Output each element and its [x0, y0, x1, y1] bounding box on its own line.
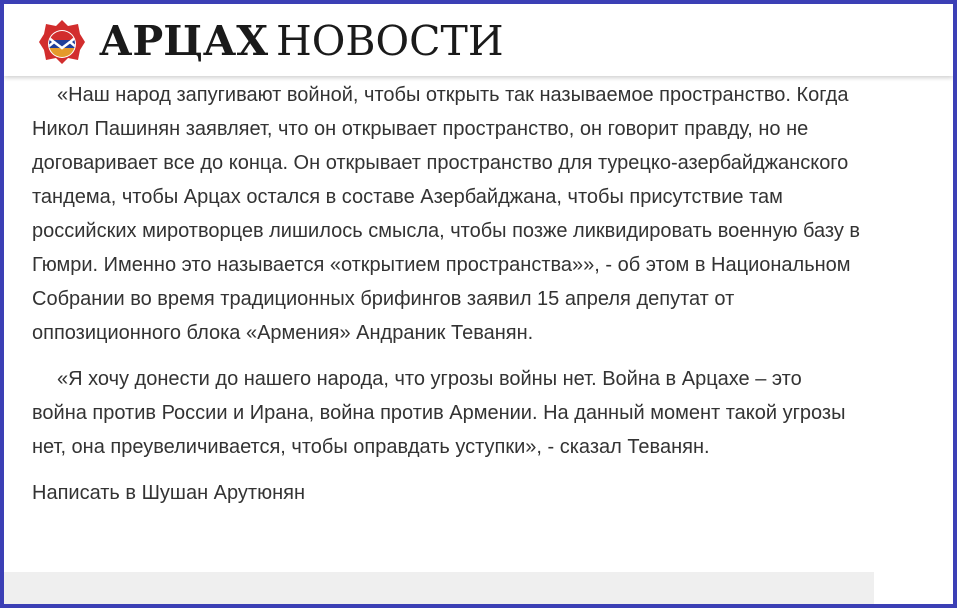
article-paragraph-2: «Я хочу донести до нашего народа, что угрозы войны нет. Война в Арцахе – это война против России и Ирана, война против Армении. На данный момент такой угрозы нет, она преувеличивается, чтобы оправдать уступки», - сказал Теванян.	[32, 368, 846, 458]
site-title[interactable]	[99, 14, 504, 68]
site-title-regular: НОВОСТИ	[276, 17, 504, 65]
site-title-bold: АРЦАХ	[99, 17, 269, 65]
article-body	[32, 78, 862, 510]
author-byline: Написать в Шушан Арутюнян	[32, 482, 305, 504]
article-paragraph-1: «Наш народ запугивают войной, чтобы открыть так называемое пространство. Когда Никол Пашинян заявляет, что он открывает пространство, он говорит правду, но не договаривает все до конца. Он открывает пространство для турецко-азербайджанского тандема, чтобы Арцах остался в составе Азербайджана, чтобы присутствие там российских миротворцев лишилось смысла, чтобы позже ликвидировать военную базу в Гюмри. Именно это называется «открытием пространства»», - об этом в Национальном Собрании во время традиционных брифингов заявил 15 апреля депутат от оппозиционного блока «Армения» Андраник Теванян.	[32, 84, 861, 344]
site-header	[4, 4, 953, 76]
footer-band	[4, 572, 874, 608]
artsakh-flag-emblem-icon	[38, 18, 86, 66]
